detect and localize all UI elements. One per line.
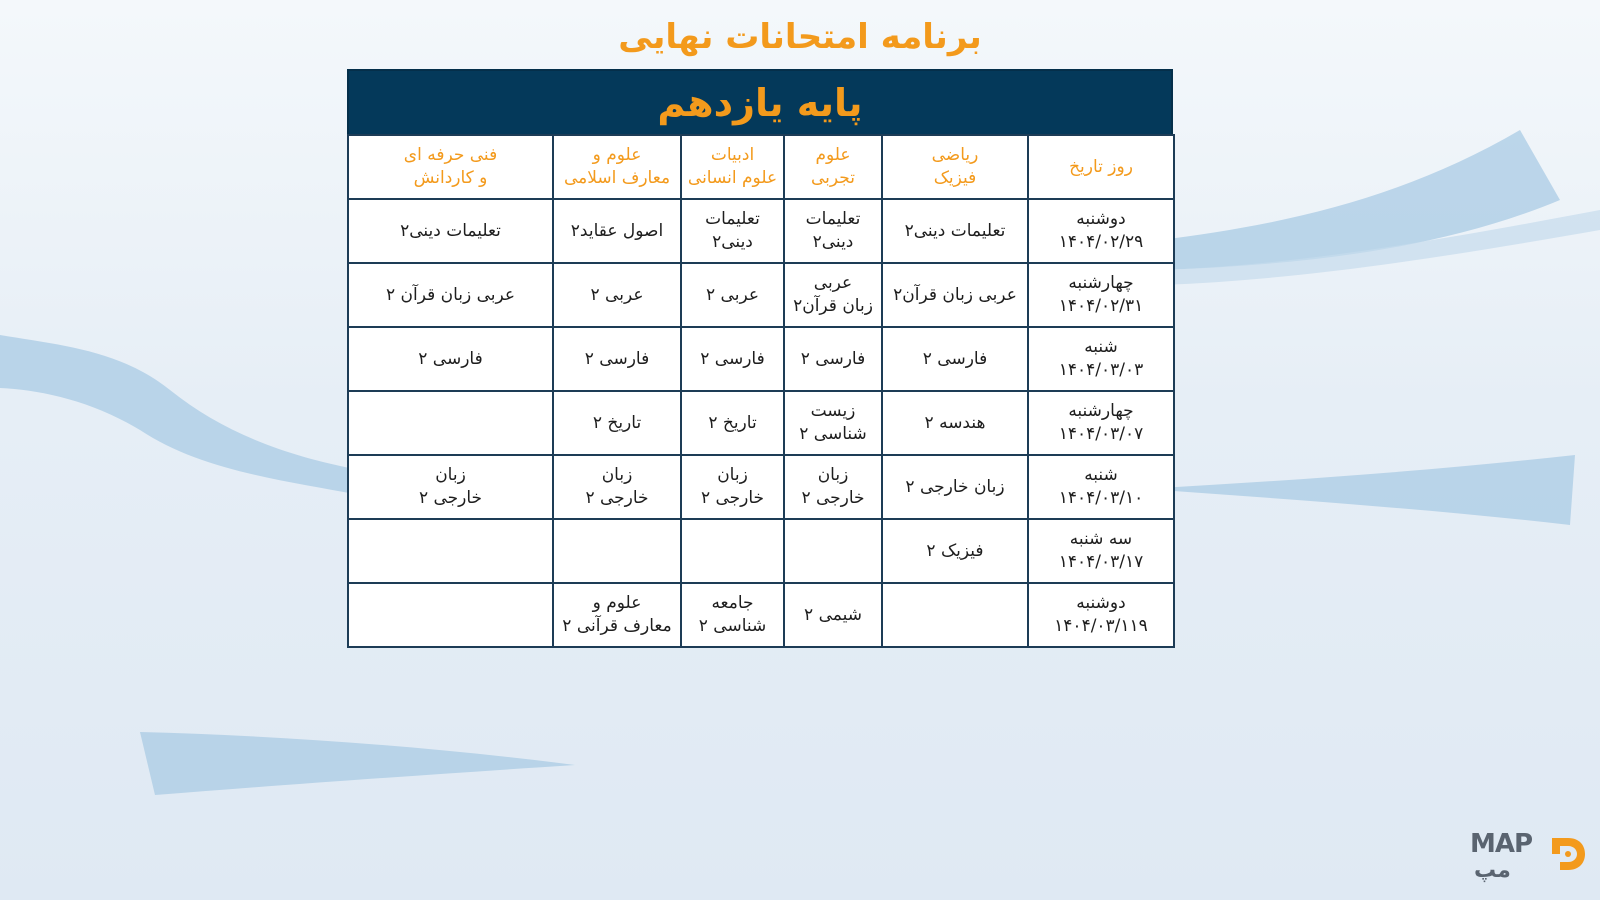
cell-humanities: تاریخ ۲ — [681, 391, 784, 455]
cell-technical-vocational — [348, 583, 553, 647]
table-row — [348, 391, 1174, 455]
header-humanities: ادبیات علوم انسانی — [681, 135, 784, 199]
cell-humanities: تعلیمات دینی۲ — [681, 199, 784, 263]
table-row — [348, 263, 1174, 327]
cell-islamic-sciences: زبان خارجی ۲ — [553, 455, 681, 519]
cell-experimental-sciences: عربی زبان قرآن۲ — [784, 263, 882, 327]
cell-technical-vocational: زبان خارجی ۲ — [348, 455, 553, 519]
cell-technical-vocational: فارسی ۲ — [348, 327, 553, 391]
wave-bottom — [140, 732, 575, 795]
exam-schedule — [347, 69, 1173, 648]
cell-date: دوشنبه ۱۴۰۴/۰۳/۱۱۹ — [1028, 583, 1174, 647]
cell-math-physics: تعلیمات دینی۲ — [882, 199, 1028, 263]
cell-math-physics: عربی زبان قرآن۲ — [882, 263, 1028, 327]
cell-islamic-sciences: عربی ۲ — [553, 263, 681, 327]
cell-math-physics: فیزیک ۲ — [882, 519, 1028, 583]
table-row — [348, 199, 1174, 263]
cell-date: سه شنبه ۱۴۰۴/۰۳/۱۷ — [1028, 519, 1174, 583]
cell-humanities: جامعه شناسی ۲ — [681, 583, 784, 647]
header-islamic-sciences: علوم و معارف اسلامی — [553, 135, 681, 199]
cell-islamic-sciences: فارسی ۲ — [553, 327, 681, 391]
wave-left — [0, 335, 360, 495]
cell-experimental-sciences — [784, 519, 882, 583]
cell-humanities: عربی ۲ — [681, 263, 784, 327]
schedule-table — [347, 134, 1175, 648]
grade-banner: پایه یازدهم — [347, 69, 1173, 134]
cell-technical-vocational: عربی زبان قرآن ۲ — [348, 263, 553, 327]
page-title: برنامه امتحانات نهایی — [618, 17, 982, 57]
header-technical-vocational: فنی حرفه ای و کاردانش — [348, 135, 553, 199]
cell-experimental-sciences: زبان خارجی ۲ — [784, 455, 882, 519]
cell-experimental-sciences: زیست شناسی ۲ — [784, 391, 882, 455]
cell-technical-vocational — [348, 519, 553, 583]
cell-islamic-sciences: اصول عقاید۲ — [553, 199, 681, 263]
cell-math-physics: هندسه ۲ — [882, 391, 1028, 455]
map-logo — [1470, 830, 1590, 890]
header-row — [348, 135, 1174, 199]
cell-islamic-sciences — [553, 519, 681, 583]
header-experimental-sciences: علوم تجربی — [784, 135, 882, 199]
table-row — [348, 455, 1174, 519]
cell-experimental-sciences: فارسی ۲ — [784, 327, 882, 391]
cell-technical-vocational — [348, 391, 553, 455]
cell-islamic-sciences: تاریخ ۲ — [553, 391, 681, 455]
header-math-physics: ریاضی فیزیک — [882, 135, 1028, 199]
cell-humanities — [681, 519, 784, 583]
table-row — [348, 583, 1174, 647]
cell-date: چهارشنبه ۱۴۰۴/۰۳/۰۷ — [1028, 391, 1174, 455]
table-row — [348, 327, 1174, 391]
cell-humanities: فارسی ۲ — [681, 327, 784, 391]
cell-math-physics — [882, 583, 1028, 647]
cell-date: دوشنبه ۱۴۰۴/۰۲/۲۹ — [1028, 199, 1174, 263]
cell-math-physics: فارسی ۲ — [882, 327, 1028, 391]
header-date: روز تاریخ — [1028, 135, 1174, 199]
cell-math-physics: زبان خارجی ۲ — [882, 455, 1028, 519]
cell-date: شنبه ۱۴۰۴/۰۳/۱۰ — [1028, 455, 1174, 519]
cell-date: چهارشنبه ۱۴۰۴/۰۲/۳۱ — [1028, 263, 1174, 327]
cell-islamic-sciences: علوم و معارف قرآنی ۲ — [553, 583, 681, 647]
logo-text-en: MAP — [1470, 829, 1533, 859]
map-logo-icon — [1548, 832, 1588, 876]
cell-humanities: زبان خارجی ۲ — [681, 455, 784, 519]
cell-experimental-sciences: شیمی ۲ — [784, 583, 882, 647]
logo-text-fa: مپ — [1474, 858, 1511, 883]
wave-right-top — [1160, 130, 1560, 270]
table-row — [348, 519, 1174, 583]
cell-technical-vocational: تعلیمات دینی۲ — [348, 199, 553, 263]
wave-right-mid — [1160, 455, 1575, 525]
cell-date: شنبه ۱۴۰۴/۰۳/۰۳ — [1028, 327, 1174, 391]
cell-experimental-sciences: تعلیمات دینی۲ — [784, 199, 882, 263]
